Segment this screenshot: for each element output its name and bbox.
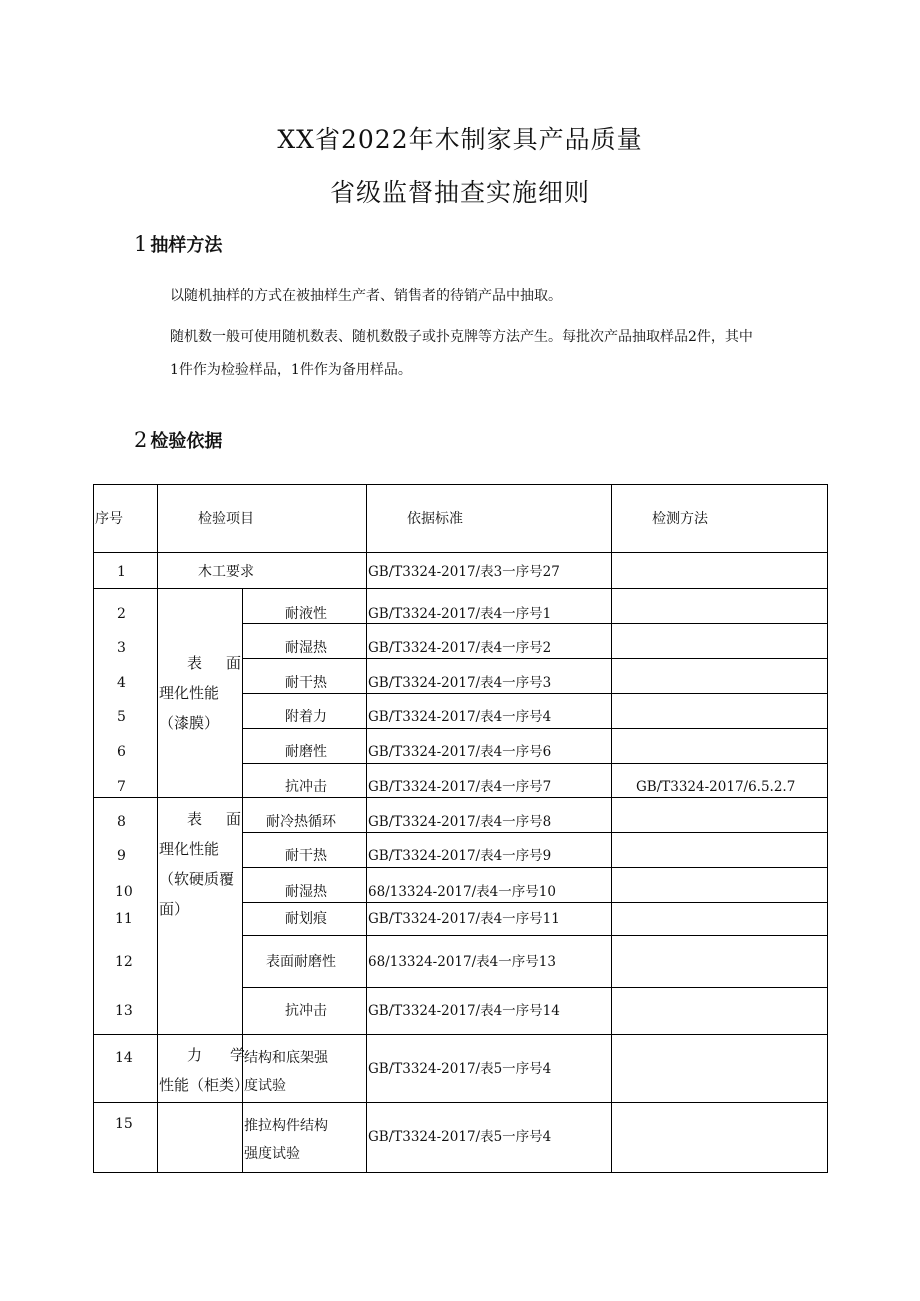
row-item: 耐干热: [285, 848, 327, 864]
row-item: 耐干热: [285, 675, 327, 691]
row-item: 耐液性: [285, 606, 327, 622]
row-item: 表面耐磨性: [266, 954, 336, 970]
row-item: 抗冲击: [285, 1003, 327, 1019]
row-item: 耐划痕: [285, 911, 327, 927]
row-seq: 11: [115, 911, 133, 927]
paragraph-sampling-method: 以随机抽样的方式在被抽样生产者、销售者的待销产品中抽取。: [170, 288, 562, 304]
section-number: 2: [134, 428, 148, 452]
row-standard: GB/T3324-2017/表5一序号4: [368, 1061, 552, 1077]
row-item: 耐湿热: [285, 884, 327, 900]
document-title-line2: 省级监督抽查实施细则: [329, 178, 590, 207]
row-item: 结构和底架强 度试验: [244, 1050, 328, 1094]
row-standard: 68/13324-2017/表4一序号10: [368, 884, 556, 900]
row-method: GB/T3324-2017/6.5.2.7: [636, 779, 796, 795]
row-seq: 2: [117, 606, 126, 622]
row-standard: GB/T3324-2017/表4一序号14: [368, 1003, 560, 1019]
row-item: 抗冲击: [285, 779, 327, 795]
group-label-coating: 表 面 理化性能 （漆膜）: [159, 654, 241, 732]
group-label-mechanical: 力 学 性能（柜类）: [159, 1046, 250, 1094]
row-standard: GB/T3324-2017/表4一序号8: [368, 814, 552, 830]
row-seq: 1: [117, 564, 126, 580]
row-seq: 4: [117, 675, 126, 691]
inspection-table: [93, 484, 828, 1173]
paragraph-random-line2: 1件作为检验样品，1件作为备用样品。: [170, 362, 412, 378]
row-item: 推拉构件结构 强度试验: [244, 1118, 328, 1162]
row-standard: GB/T3324-2017/表4一序号4: [368, 709, 552, 725]
group-label-overlay: 表 面 理化性能 （软硬质覆 面）: [159, 810, 241, 918]
row-item: 耐磨性: [285, 744, 327, 760]
section-heading-basis: [134, 427, 222, 453]
row-item: 耐冷热循环: [266, 814, 336, 830]
row-item: 附着力: [285, 709, 327, 725]
row-seq: 9: [117, 848, 126, 864]
row-standard: GB/T3324-2017/表4一序号6: [368, 744, 552, 760]
row-seq: 14: [115, 1050, 133, 1066]
section-heading-sampling: [134, 231, 222, 257]
header-seq: 序号: [95, 511, 123, 527]
row-seq: 5: [117, 709, 126, 725]
row-standard: GB/T3324-2017/表4一序号2: [368, 640, 552, 656]
row-seq: 8: [117, 814, 126, 830]
section-title: 抽样方法: [150, 235, 223, 256]
header-method: 检测方法: [652, 511, 708, 527]
row-standard: GB/T3324-2017/表4一序号1: [368, 606, 552, 622]
row-seq: 12: [115, 954, 133, 970]
row-standard: GB/T3324-2017/表4一序号3: [368, 675, 552, 691]
row-seq: 6: [117, 744, 126, 760]
section-title: 检验依据: [150, 431, 223, 452]
section-number: 1: [134, 232, 148, 256]
row-standard: GB/T3324-2017/表5一序号4: [368, 1129, 552, 1145]
row-standard: GB/T3324-2017/表4一序号11: [368, 911, 560, 927]
header-standard: 依据标准: [407, 511, 463, 527]
header-item: 检验项目: [198, 511, 254, 527]
row-standard: GB/T3324-2017/表4一序号7: [368, 779, 552, 795]
row-seq: 3: [117, 640, 126, 656]
paragraph-random-line1: 随机数一般可使用随机数表、随机数骰子或扑克牌等方法产生。每批次产品抽取样品2件，其中: [170, 329, 753, 345]
row-standard: 68/13324-2017/表4一序号13: [368, 954, 556, 970]
row-seq: 7: [117, 779, 126, 795]
row-item: 耐湿热: [285, 640, 327, 656]
document-title-line1: XX省2022年木制家具产品质量: [277, 125, 643, 154]
row-item: 木工要求: [198, 564, 254, 580]
row-seq: 10: [115, 884, 133, 900]
row-standard: GB/T3324-2017/表4一序号9: [368, 848, 552, 864]
row-seq: 15: [115, 1116, 133, 1132]
row-seq: 13: [115, 1003, 133, 1019]
row-standard: GB/T3324-2017/表3一序号27: [368, 564, 560, 580]
